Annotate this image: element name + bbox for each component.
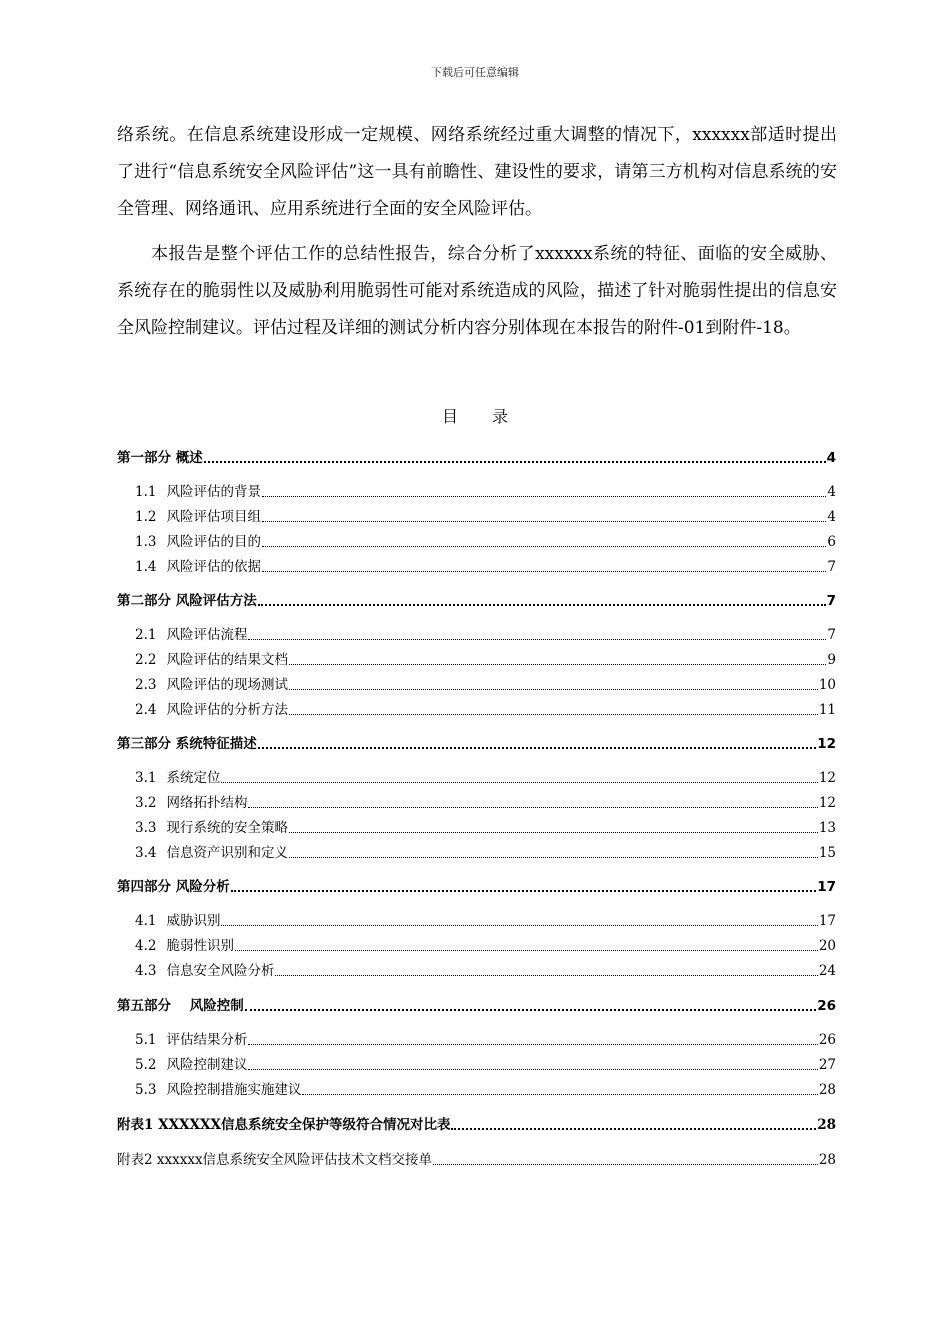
toc-page-number: 11 [818, 702, 836, 718]
body-paragraph-1: 络系统。在信息系统建设形成一定规模、网络系统经过重大调整的情况下，xxxxxx部适时提出了进行“信息系统安全风险评估”这一具有前瞻性、建设性的要求，请第三方机构对信息系统的安全管理、网络通讯、应用系统进行全面的安全风险评估。 [117, 125, 837, 219]
toc-item-2-4[interactable] [135, 701, 836, 719]
toc-leader [248, 806, 817, 808]
toc-part-2[interactable] [117, 592, 836, 610]
toc-item-number: 2.2 [135, 652, 157, 668]
toc-page-number: 12 [818, 770, 836, 786]
toc-item-label: 现行系统的安全策略 [166, 820, 288, 836]
toc-item-number: 4.3 [135, 963, 157, 979]
toc-part-label: 第四部分 风险分析 [117, 879, 230, 895]
toc-leader [235, 949, 818, 951]
toc-page-number: 9 [827, 652, 836, 668]
toc-title-char-1: 目 [441, 407, 458, 426]
toc-page-number: 24 [818, 963, 836, 979]
toc-leader [451, 1127, 816, 1130]
toc-page-number: 17 [817, 879, 836, 895]
toc-page-number: 26 [818, 1032, 836, 1048]
toc-leader [302, 1093, 817, 1095]
toc-part-label: 第二部分 风险评估方法 [117, 593, 257, 609]
toc-leader [262, 570, 826, 572]
toc-leader [248, 1068, 817, 1070]
toc-item-3-4[interactable] [135, 844, 836, 862]
toc-appendix-label: 附表1 XXXXXX信息系统安全保护等级符合情况对比表 [117, 1117, 451, 1133]
toc-item-2-3[interactable] [135, 676, 836, 694]
toc-item-label: 脆弱性识别 [166, 938, 234, 954]
toc-item-number: 5.3 [135, 1082, 157, 1098]
toc-item-label: 风险评估的目的 [166, 534, 261, 550]
toc-page-number: 4 [826, 450, 836, 466]
toc-part-label: 第一部分 概述 [117, 450, 203, 466]
toc-leader [275, 974, 817, 976]
toc-item-label: 威胁识别 [166, 913, 221, 929]
toc-item-label: 风险评估的背景 [166, 484, 261, 500]
toc-page-number: 26 [817, 998, 836, 1014]
toc-leader [289, 663, 826, 665]
toc-page-number: 12 [817, 736, 836, 752]
toc-leader [258, 746, 817, 749]
toc-leader [289, 856, 818, 858]
toc-part-5[interactable] [117, 997, 836, 1015]
toc-page-number: 10 [818, 677, 836, 693]
toc-page-number: 12 [818, 795, 836, 811]
toc-item-label: 风险控制措施实施建议 [166, 1082, 302, 1098]
toc-leader [231, 889, 817, 892]
toc-item-5-3[interactable] [135, 1081, 836, 1099]
toc-item-label: 风险评估的分析方法 [166, 702, 288, 718]
toc-page-number: 13 [818, 820, 836, 836]
toc-leader [245, 1008, 816, 1011]
toc-item-number: 2.3 [135, 677, 157, 693]
toc-item-label: 评估结果分析 [166, 1032, 248, 1048]
toc-leader [433, 1163, 818, 1165]
toc-part-1[interactable] [117, 449, 836, 467]
toc-item-number: 3.2 [135, 795, 157, 811]
toc-item-label: 风险控制建议 [166, 1057, 248, 1073]
toc-leader [248, 638, 826, 640]
toc-title [0, 404, 950, 427]
toc-item-number: 3.4 [135, 845, 157, 861]
toc-item-label: 风险评估项目组 [166, 509, 261, 525]
toc-item-number: 5.2 [135, 1057, 157, 1073]
toc-appendix-label: 附表2 xxxxxx信息系统安全风险评估技术文档交接单 [117, 1152, 433, 1168]
toc-leader [258, 603, 826, 606]
toc-leader [204, 460, 826, 463]
toc-leader [248, 1043, 817, 1045]
toc-appendix-1[interactable] [117, 1116, 836, 1134]
toc-item-5-1[interactable] [135, 1031, 836, 1049]
toc-item-3-2[interactable] [135, 794, 836, 812]
toc-leader [262, 495, 826, 497]
toc-item-number: 1.1 [135, 484, 157, 500]
toc-leader [289, 688, 818, 690]
toc-page-number: 27 [818, 1057, 836, 1073]
toc-page-number: 28 [817, 1117, 836, 1133]
toc-item-4-3[interactable] [135, 962, 836, 980]
toc-item-label: 风险评估流程 [166, 627, 248, 643]
toc-page-number: 20 [818, 938, 836, 954]
toc-item-number: 2.1 [135, 627, 157, 643]
toc-item-2-2[interactable] [135, 651, 836, 669]
toc-item-4-1[interactable] [135, 912, 836, 930]
toc-page-number: 7 [826, 593, 836, 609]
toc-item-number: 3.1 [135, 770, 157, 786]
toc-page-number: 6 [827, 534, 836, 550]
toc-item-number: 4.1 [135, 913, 157, 929]
toc-page-number: 28 [818, 1152, 836, 1168]
toc-item-number: 3.3 [135, 820, 157, 836]
toc-item-label: 信息资产识别和定义 [166, 845, 288, 861]
toc-part-3[interactable] [117, 735, 836, 753]
toc-item-number: 1.3 [135, 534, 157, 550]
toc-item-number: 2.4 [135, 702, 157, 718]
toc-page-number: 17 [818, 913, 836, 929]
toc-item-label: 网络拓扑结构 [166, 795, 248, 811]
toc-page-number: 15 [818, 845, 836, 861]
toc-leader [289, 831, 818, 833]
toc-item-1-1[interactable] [135, 483, 836, 501]
toc-item-1-2[interactable] [135, 508, 836, 526]
toc-appendix-2[interactable] [117, 1151, 836, 1169]
toc-item-2-1[interactable] [135, 626, 836, 644]
toc-item-label: 系统定位 [166, 770, 221, 786]
toc-title-char-2: 录 [492, 407, 509, 426]
toc-item-label: 风险评估的依据 [166, 559, 261, 575]
toc-part-4[interactable] [117, 878, 836, 896]
toc-item-label: 风险评估的现场测试 [166, 677, 288, 693]
toc-leader [221, 781, 817, 783]
toc-item-label: 信息安全风险分析 [166, 963, 275, 979]
toc-leader [221, 924, 817, 926]
toc-item-number: 4.2 [135, 938, 157, 954]
toc-page-number: 4 [827, 484, 836, 500]
toc-item-1-3[interactable] [135, 533, 836, 551]
toc-leader [262, 545, 826, 547]
toc-item-5-2[interactable] [135, 1056, 836, 1074]
toc-item-number: 1.2 [135, 509, 157, 525]
toc-page-number: 28 [818, 1082, 836, 1098]
toc-item-1-4[interactable] [135, 558, 836, 576]
toc-item-3-1[interactable] [135, 769, 836, 787]
toc-item-number: 1.4 [135, 559, 157, 575]
toc-item-3-3[interactable] [135, 819, 836, 837]
toc-part-label: 第五部分 风险控制 [117, 998, 244, 1014]
toc-item-4-2[interactable] [135, 937, 836, 955]
toc-leader [289, 713, 818, 715]
body-paragraph-2: 本报告是整个评估工作的总结性报告，综合分析了xxxxxx系统的特征、面临的安全威胁、系统存在的脆弱性以及威胁利用脆弱性可能对系统造成的风险，描述了针对脆弱性提出的信息安全风险控制建议。评估过程及详细的测试分析内容分别体现在本报告的附件-01到附件-18。 [117, 244, 837, 338]
toc-page-number: 4 [827, 509, 836, 525]
toc-page-number: 7 [827, 627, 836, 643]
toc-leader [262, 520, 826, 522]
page-header-note: 下载后可任意编辑 [431, 66, 519, 79]
toc-item-label: 风险评估的结果文档 [166, 652, 288, 668]
toc-part-label: 第三部分 系统特征描述 [117, 736, 257, 752]
toc-page-number: 7 [827, 559, 836, 575]
toc-item-number: 5.1 [135, 1032, 157, 1048]
